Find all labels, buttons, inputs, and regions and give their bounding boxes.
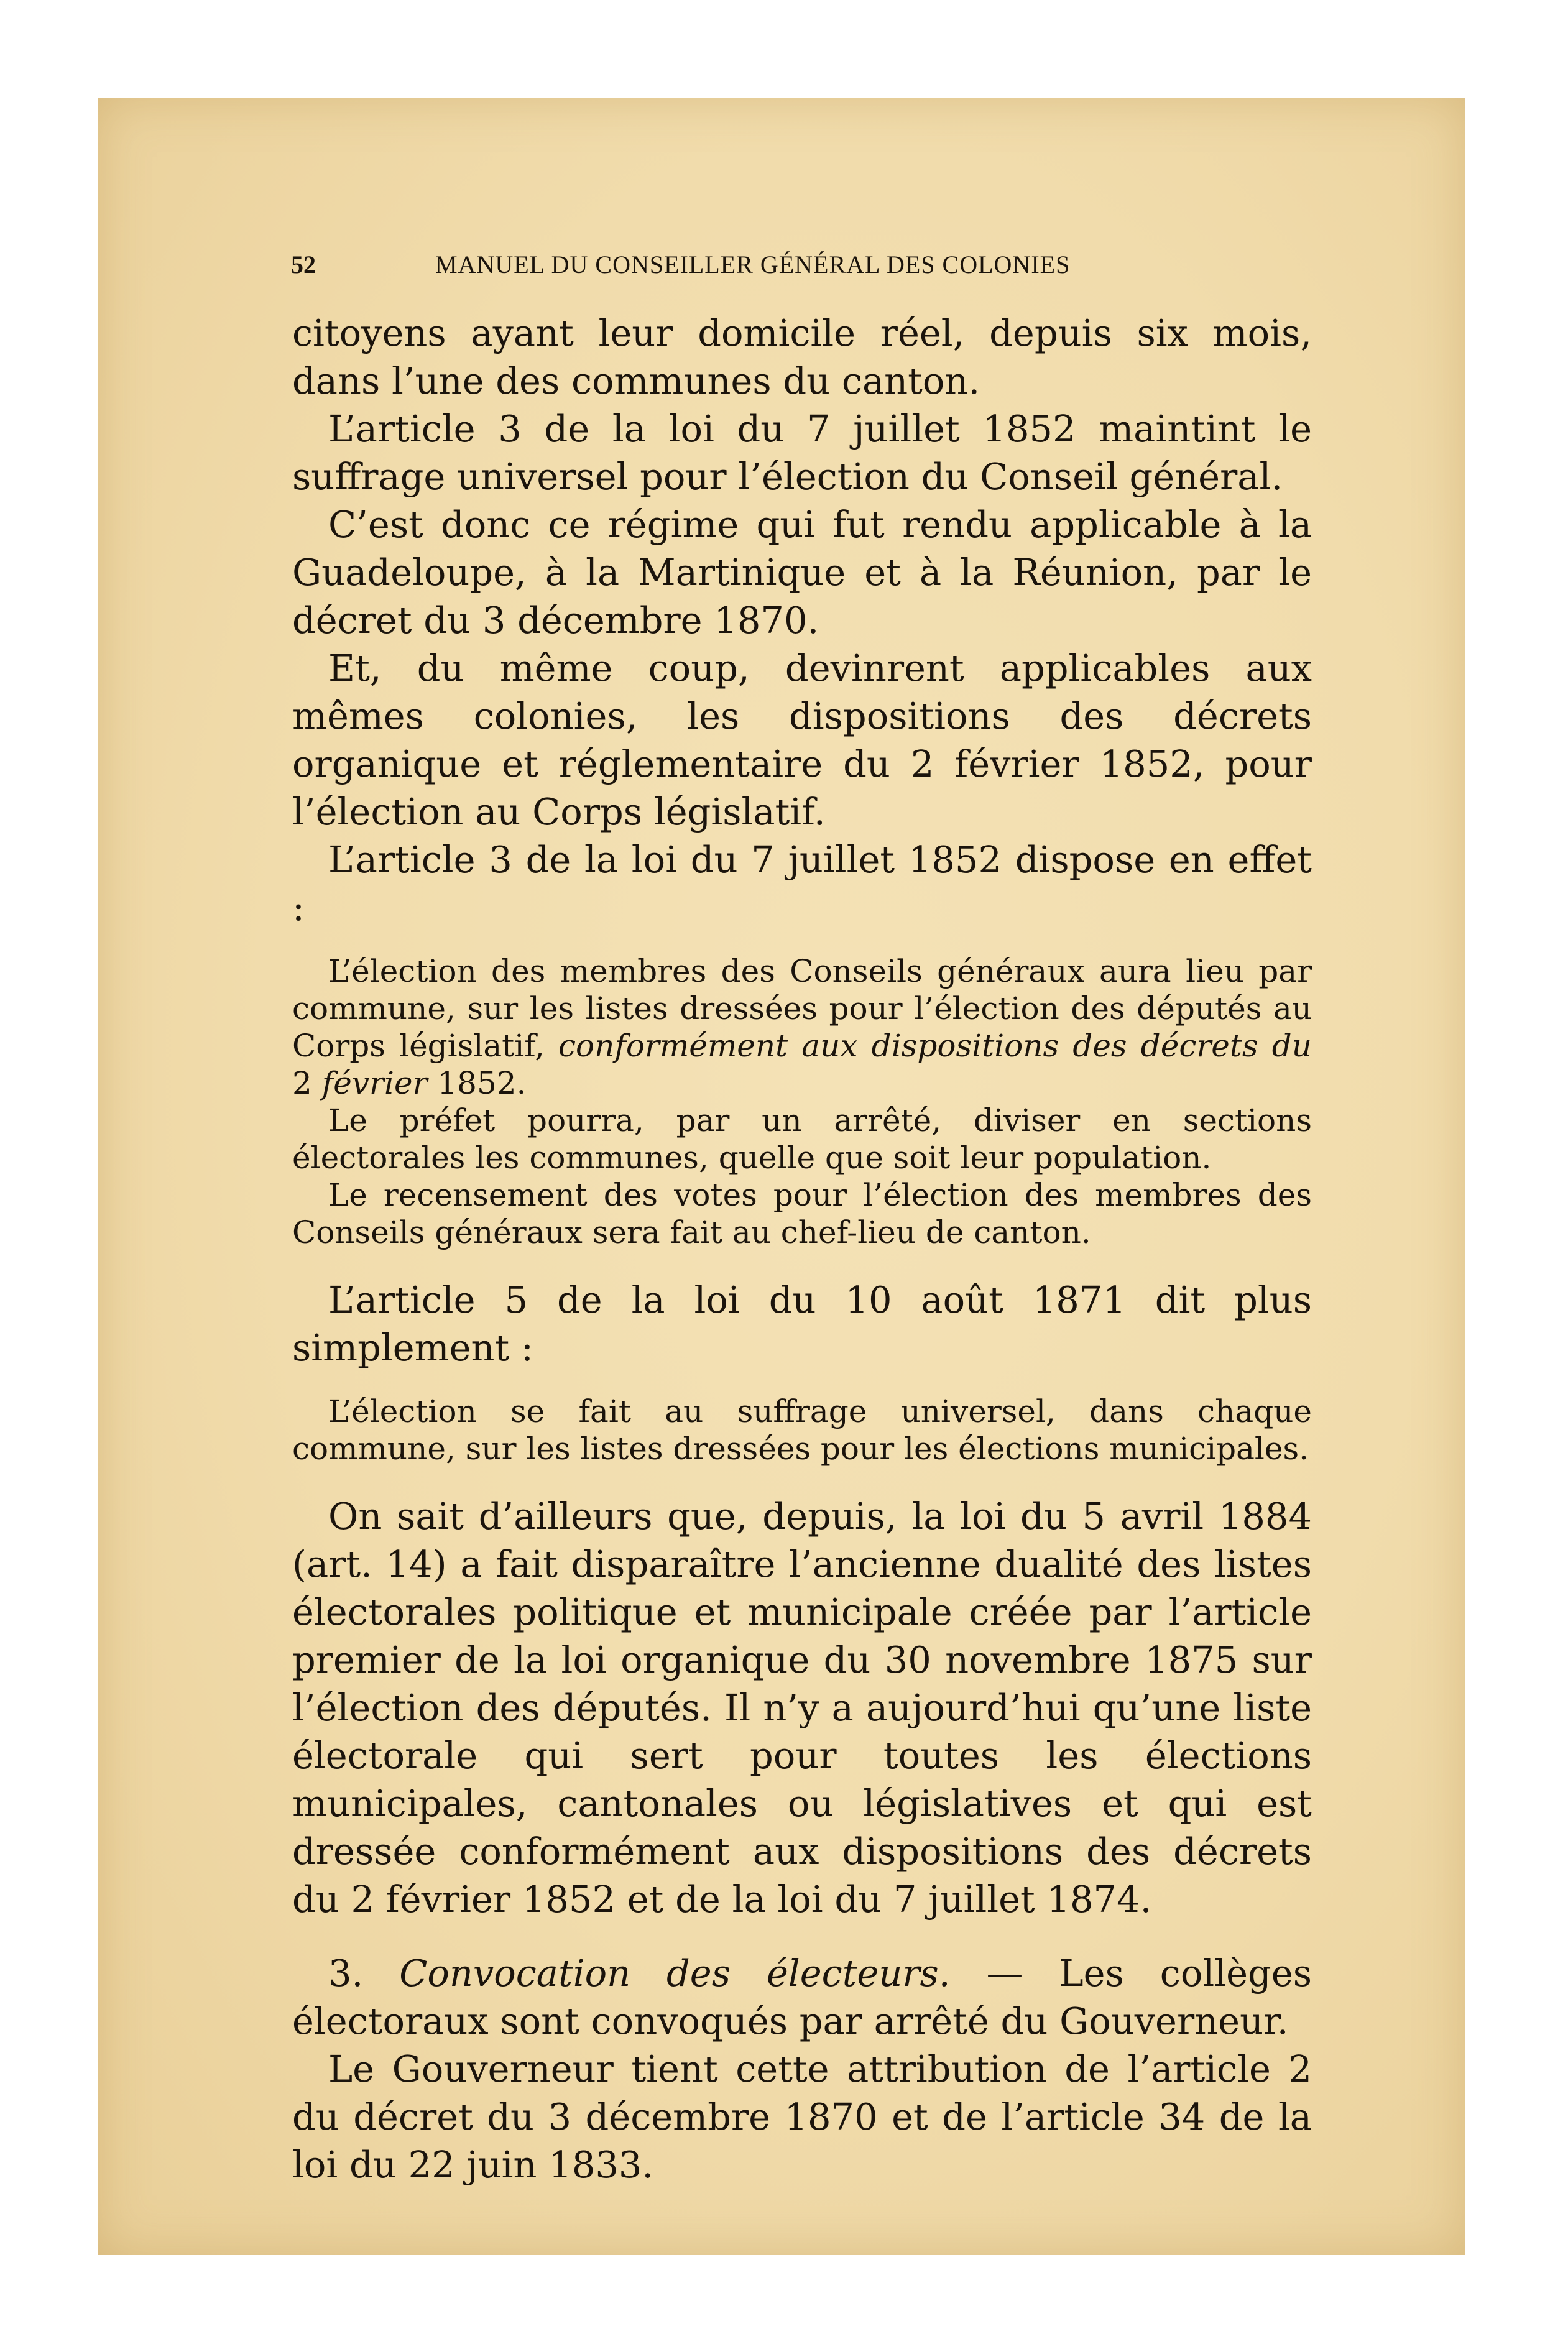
- quote-paragraph: [292, 953, 1312, 1102]
- paragraph: Le Gouverneur tient cette attribution de l’article 2 du décret du 3 décembre 1870 et de l’article 34 de la loi du 22 juin 1833.: [292, 2047, 1312, 2186]
- paragraph: Et, du même coup, devinrent applicables aux mêmes colonies, les dispositions des décrets organique et réglementaire du 2 février 1852, pour l’élection au Corps législatif.: [292, 647, 1312, 833]
- quote-text: 2: [292, 1065, 322, 1101]
- paragraph: L’article 5 de la loi du 10 août 1871 dit plus simplement :: [292, 1278, 1312, 1369]
- page-header: [292, 250, 1312, 287]
- quote-italic-text: février: [321, 1065, 428, 1101]
- page-number: 52: [291, 251, 316, 279]
- quote-paragraph: Le préfet pourra, par un arrêté, diviser en sections électorales les communes, quelle que soit leur population.: [292, 1102, 1312, 1176]
- book-page: [98, 98, 1465, 2255]
- section-number: 3.: [328, 1952, 400, 1995]
- quote-text: 1852.: [427, 1065, 527, 1101]
- paragraph: citoyens ayant leur domicile réel, depuis six mois, dans l’une des communes du canton.: [292, 312, 1312, 402]
- paragraph: L’article 3 de la loi du 7 juillet 1852 dispose en effet :: [292, 838, 1312, 929]
- quote-paragraph: Le recensement des votes pour l’élection des membres des Conseils généraux sera fait au chef-lieu de canton.: [292, 1177, 1312, 1250]
- paragraph: C’est donc ce régime qui fut rendu applicable à la Guadeloupe, à la Martinique et à la Réunion, par le décret du 3 décembre 1870.: [292, 503, 1312, 642]
- quotation-block: [292, 953, 1312, 1251]
- quote-italic-text: conformément aux dispositions des décrets du: [558, 1028, 1312, 1064]
- quote-text: L’élection des membres des Conseils généraux aura lieu par commune, sur les listes dressées pour l’élection des députés au Corps législatif,: [292, 953, 1312, 1064]
- page-body: [292, 309, 1312, 2189]
- paragraph: On sait d’ailleurs que, depuis, la loi du 5 avril 1884 (art. 14) a fait disparaître l’ancienne dualité des listes électorales politique et municipale créée par l’article premier de la loi organique du 30 novembre 1875 sur l’élection des députés. Il n’y a aujourd’hui qu’une liste électorale qui sert pour toutes les élections municipales, cantonales ou législatives et qui est dressée conformément aux dispositions des décrets du 2 février 1852 et de la loi du 7 juillet 1874.: [292, 1495, 1312, 1921]
- quotation-block: [292, 1393, 1312, 1467]
- quote-paragraph: L’élection se fait au suffrage universel, dans chaque commune, sur les listes dressées pour les élections municipales.: [292, 1393, 1312, 1467]
- section-paragraph: [292, 1949, 1312, 2045]
- paragraph-text: — Les collèges électoraux sont convoqués par arrêté du Gouverneur.: [292, 1952, 1312, 2042]
- paragraph: L’article 3 de la loi du 7 juillet 1852 maintint le suffrage universel pour l’élection du Conseil général.: [292, 407, 1312, 498]
- section-heading: Convocation des électeurs.: [399, 1952, 951, 1995]
- running-title: MANUEL DU CONSEILLER GÉNÉRAL DES COLONIES: [435, 251, 1071, 279]
